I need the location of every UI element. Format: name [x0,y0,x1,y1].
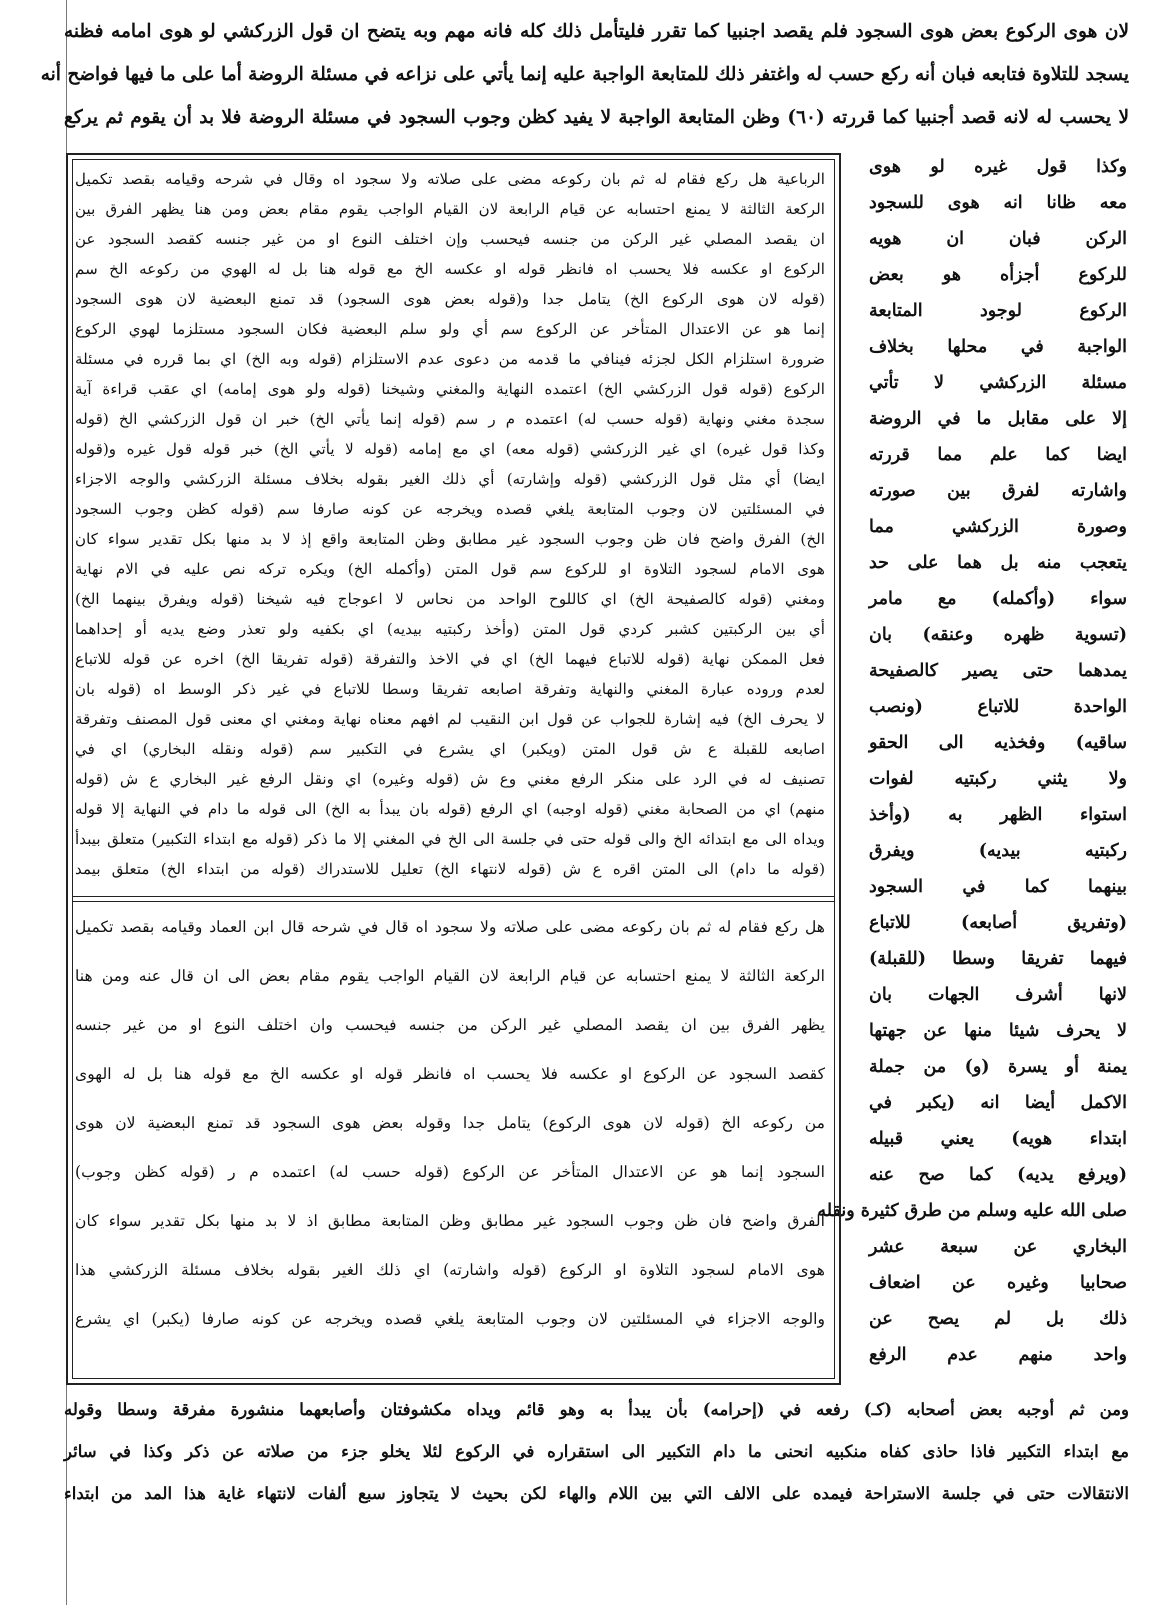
commentary-line: الفرق واضح فان ظن وجوب السجود غير مطابق وظن المتابعة مطابق اذ لا بد منها بكل تقدير سواء كان [75,1212,825,1230]
side-text-line: لا يحرف شيئا منها عن جهتها [869,1021,1127,1041]
side-text-line: صحابيا وغيره عن اضعاف [869,1273,1127,1293]
commentary-line: الرباعية هل ركع فقام له ثم بان ركوعه مضى على صلاته ولا سجود اه وقال في شرحه وقيامه بقصد تكميل [75,170,825,188]
side-text-line: استواء الظهر به (وأخذ [869,805,1127,825]
side-text-line: يمنة أو يسرة (و) من جملة [869,1057,1127,1077]
side-text-line: (تسوية ظهره وعنقه) بان [869,625,1127,645]
commentary-line: الركعة الثالثة لا يمنع احتسابه عن قيام الرابعة لان القيام الواجب يقوم مقام بعض ومن هنا يظهر الفرق بين [75,200,825,218]
side-text-line: معه ظانا انه هوى للسجود [869,193,1127,213]
side-text-line: بينهما كما في السجود [869,877,1127,897]
main-text-side-column [817,150,1127,1380]
main-text-line: الانتقالات حتى في جلسة الاستراحة فيمده على الالف التي بين اللام والهاء لكن بحيث لا يتجاوز سبع ألفات لانتهاء غاية هذا المد من ابتداء [64,1484,1129,1503]
commentary-divider [72,896,835,902]
commentary-line: سجدة مغني ونهاية (قوله حسب له) اعتمده م ر سم (قوله إنما يأتي الخ) خبر ان قول الزركشي الخ (قوله [75,410,825,428]
commentary-line: الركوع (قوله قول الزركشي الخ) اعتمده النهاية والمغني وشيخنا (قوله ولو هوى إمامه) اي عقب قراءة آية [75,380,825,398]
commentary-line: ايضا) أي مثل قول الزركشي (قوله وإشارته) أي ذلك الغير بقوله بخلاف مسئلة الزركشي والوجه الاجزاء [75,470,825,488]
side-text-line: واحد منهم عدم الرفع [869,1345,1127,1365]
side-text-line: ولا يثني ركبتيه لفوات [869,769,1127,789]
main-text-line: مع ابتداء التكبير فاذا حاذى كفاه منكبيه انحنى ما دام التكبير الى استقراره في الركوع لئلا يخلو جزء من صلاته عن ذكر وكذا في سائر [64,1442,1129,1461]
side-text-line: ذلك بل لم يصح عن [869,1309,1127,1329]
side-text-line: الركن فبان ان هويه [869,229,1127,249]
commentary-line: ويداه الى مع ابتدائه الخ والى قوله حتى في جلسة الى الخ في المغني إلا ما ذكر (قوله مع ابتداء التكبير) متعلق بيبدأ [75,830,825,848]
commentary-line: وكذا قول غيره) اي غير الزركشي (قوله معه) اي مع إمامه (قوله لا يأتي الخ) خبر قوله قول غيره و(قوله [75,440,825,458]
side-text-line: فيهما تفريقا وسطا (للقبلة) [869,949,1127,969]
side-text-line: صلى الله عليه وسلم من طرق كثيرة ونقله [817,1201,1127,1221]
commentary-line: هوى الامام لسجود التلاوة او الركوع (قوله واشارته) اي ذلك الغير بقوله بخلاف مسئلة الزركشي هذا [75,1261,825,1279]
side-text-line: يمدهما حتى يصير كالصفيحة [869,661,1127,681]
commentary-line: والوجه الاجزاء في المسئلتين لان وجوب المتابعة يلغي قصده ويخرجه عن كونه صارفا (يكبر) اي يشرع [75,1310,825,1328]
commentary-line: ومغني (قوله كالصفيحة الخ) اي كاللوح الواحد من نحاس لا اعوجاج فيه شيخنا (قوله ويفرق بينهما الخ) [75,590,825,608]
side-text-line: ساقيه) وفخذيه الى الحقو [869,733,1127,753]
commentary-line: إنما هو عن الاعتدال المتأخر عن الركوع سم أي ولو سلم البعضية فكان السجود مستلزما لهوي الركوع [75,320,825,338]
side-text-line: لانها أشرف الجهات بان [869,985,1127,1005]
commentary-line: ضرورة استلزام الكل لجزئه فينافي ما قدمه من دعوى عدم الاستلزام (قوله وبه الخ) اي بما قرره في مسئلة [75,350,825,368]
commentary-line: في المسئلتين لان وجوب المتابعة يلغي قصده ويخرجه عن كونه صارفا سم (قوله كظن وجوب السجود [75,500,825,518]
commentary-line: لا يحرف الخ) فيه إشارة للجواب عن قول ابن النقيب لم افهم معناه نهاية ومغني اي معنى قول المصنف وتفرقة [75,710,825,728]
side-text-line: الواجبة في محلها بخلاف [869,337,1127,357]
commentary-line: الركوع او عكسه فلا يحسب اه فانظر قوله او عكسه الخ مع قوله هنا بل له الهوي من ركوعه الخ سم [75,260,825,278]
side-text-line: (وتفريق أصابعه) للاتباع [869,913,1127,933]
commentary-line: السجود إنما هو عن الاعتدال المتأخر عن الركوع (قوله حسب له) اعتمده م ر (قوله كظن وجوب) [75,1163,825,1181]
main-text-line: لا يحسب له لانه قصد أجنبيا كما قررته (٦٠) وظن المتابعة الواجبة لا يفيد كظن وجوب السجود في مسئلة الروضة فلا بد أن يقوم ثم يركع [64,107,1129,128]
side-text-line: وكذا قول غيره لو هوى [869,157,1127,177]
side-text-line: وصورة الزركشي مما [869,517,1127,537]
commentary-line: منهم) اي من الصحابة مغني (قوله اوجبه) اي الرفع (قوله بان يبدأ به الخ) الى قوله ما دام في النهاية إلا قوله [75,800,825,818]
commentary-line: من ركوعه الخ (قوله لان هوى الركوع) يتامل جدا وقوله بعض هوى السجود قد تمنع البعضية لان هوى [75,1114,825,1132]
commentary-line: (قوله لان هوى الركوع الخ) يتامل جدا و(قوله بعض هوى السجود) قد تمنع البعضية لان هوى السجود [75,290,825,308]
side-text-line: مسئلة الزركشي لا تأتي [869,373,1127,393]
commentary-line: أي بين الركبتين كشبر كردي قول المتن (وأخذ ركبتيه بيديه) اي بكفيه ولو تعذر وضع يديه أو إحداهما [75,620,825,638]
side-text-line: سواء (وأكمله) مع مامر [869,589,1127,609]
main-text-line: ومن ثم أوجبه بعض أصحابه (كـ) رفعه في (إحرامه) بأن يبدأ به وهو قائم ويداه مكشوفتان وأصابعهما منشورة مفرقة وسطا وقوله [64,1400,1129,1419]
side-text-line: للركوع أجزأه هو بعض [869,265,1127,285]
side-text-line: الاكمل أيضا انه (يكبر في [869,1093,1127,1113]
side-text-line: الواحدة للاتباع (ونصب [869,697,1127,717]
commentary-line: (قوله ما دام) الى المتن اقره ع ش (قوله لانتهاء الخ) تعليل للاستدراك (قوله من ابتداء الخ) متعلق بيمد [75,860,825,878]
commentary-line: ان يقصد المصلي غير الركن من جنسه فيحسب وإن اختلف النوع او من غير جنسه كقصد السجود عن [75,230,825,248]
commentary-line: تصنيف له في الرد على منكر الرفع مغني وع ش (قوله وغيره) اي ونقل الرفع غير البخاري ع ش (قوله [75,770,825,788]
main-text-line: يسجد للتلاوة فتابعه فبان أنه ركع حسب له واغتفر ذلك للمتابعة الواجبة عليه إنما يأتي على نزاعه في مسئلة الروضة أما على ما فيها فواضح أنه [40,64,1129,85]
commentary-line: هوى الامام لسجود التلاوة او للركوع سم قول المتن (وأكمله الخ) ويكره تركه نص عليه في الام نهاية [75,560,825,578]
commentary-line: هل ركع فقام له ثم بان ركوعه مضى على صلاته ولا سجود اه قال في شرحه قال ابن العماد وقيامه بقصد تكميل [75,918,825,936]
side-text-line: واشارته لفرق بين صورته [869,481,1127,501]
side-text-line: (ويرفع يديه) كما صح عنه [869,1165,1127,1185]
side-text-line: ابتداء هويه) يعني قبيله [869,1129,1127,1149]
side-text-line: البخاري عن سبعة عشر [869,1237,1127,1257]
commentary-line: يظهر الفرق بين ان يقصد المصلي غير الركن من جنسه فيحسب وان اختلف النوع او من غير جنسه [75,1016,825,1034]
side-text-line: ايضا كما علم مما قررته [869,445,1127,465]
side-text-line: يتعجب منه بل هما على حد [869,553,1127,573]
main-text-line: لان هوى الركوع بعض هوى السجود فلم يقصد اجنبيا كما تقرر فليتأمل ذلك كله فانه مهم وبه يتضح ان قول الزركشي لو هوى امامه فظنه [64,21,1129,42]
commentary-line: كقصد السجود عن الركوع او عكسه فلا يحسب اه فانظر قوله او عكسه الخ مع قوله هنا بل له الهوى [75,1065,825,1083]
commentary-line: الخ) الفرق واضح فان ظن وجوب السجود غير مطابق وظن المتابعة واقع إذ لا بد منها بكل تقدير سواء كان [75,530,825,548]
commentary-line: فعل الممكن نهاية (قوله للاتباع فيهما الخ) اي في الاخذ والتفرقة (قوله تفريقا الخ) اخره عن قوله للاتباع [75,650,825,668]
side-text-line: إلا على مقابل ما في الروضة [869,409,1127,429]
side-text-line: ركبتيه بيديه) ويفرق [869,841,1127,861]
commentary-line: لعدم وروده عبارة المغني والنهاية وتفرقة اصابعه تفريقا وسطا للاتباع في غير ذكر الوسط اه (قوله بان [75,680,825,698]
side-text-line: الركوع لوجود المتابعة [869,301,1127,321]
commentary-line: الركعة الثالثة لا يمنع احتسابه عن قيام الرابعة لان القيام الواجب يقوم مقام بعض الى ان قال عنه ومن هنا [75,967,825,985]
commentary-line: اصابعه للقبلة ع ش قول المتن (ويكبر) اي يشرع في التكبير سم (قوله ونقله البخاري) اي في [75,740,825,758]
